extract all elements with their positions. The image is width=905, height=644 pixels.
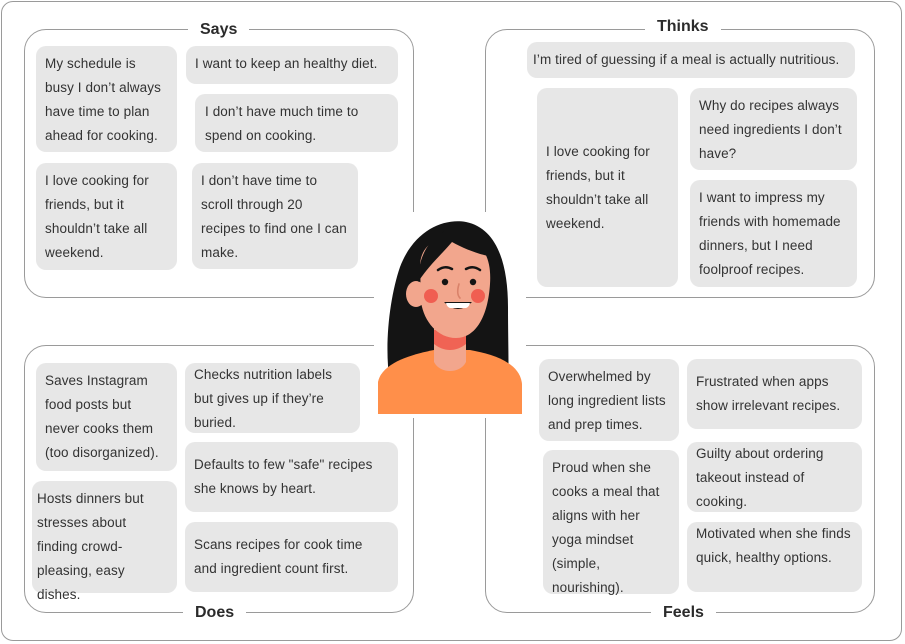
feels-note: Guilty about ordering takeout instead of cooking.: [687, 442, 862, 512]
teeth: [446, 303, 470, 308]
thinks-note: I’m tired of guessing if a meal is actually nutritious.: [527, 42, 855, 78]
cheek-right: [471, 289, 485, 303]
feels-note: Motivated when she finds quick, healthy options.: [687, 522, 862, 592]
eye-right: [470, 279, 476, 285]
cheek-left: [424, 289, 438, 303]
does-note: Hosts dinners but stresses about finding crowd-pleasing, easy dishes.: [32, 481, 177, 593]
eye-left: [442, 279, 448, 285]
says-note: I love cooking for friends, but it shouldn’t take all weekend.: [36, 163, 177, 270]
thinks-note: I love cooking for friends, but it shouldn’t take all weekend.: [537, 88, 678, 287]
thinks-title: Thinks: [645, 17, 721, 37]
does-note: Defaults to few "safe" recipes she knows by heart.: [185, 442, 398, 512]
persona-avatar: [374, 212, 526, 418]
thinks-note: Why do recipes always need ingredients I don’t have?: [690, 88, 857, 170]
feels-note: Frustrated when apps show irrelevant recipes.: [687, 359, 862, 429]
says-note: I don’t have much time to spend on cooking.: [195, 94, 398, 152]
says-note: My schedule is busy I don’t always have time to plan ahead for cooking.: [36, 46, 177, 152]
does-title: Does: [183, 603, 246, 623]
does-note: Saves Instagram food posts but never cooks them (too disorganized).: [36, 363, 177, 471]
does-note: Scans recipes for cook time and ingredient count first.: [185, 522, 398, 592]
feels-title: Feels: [651, 603, 716, 623]
feels-note: Overwhelmed by long ingredient lists and prep times.: [539, 359, 679, 441]
says-note: I don’t have time to scroll through 20 recipes to find one I can make.: [192, 163, 358, 269]
thinks-note: I want to impress my friends with homemade dinners, but I need foolproof recipes.: [690, 180, 857, 287]
says-title: Says: [188, 20, 249, 40]
does-note: Checks nutrition labels but gives up if they’re buried.: [185, 363, 360, 433]
says-note: I want to keep an healthy diet.: [186, 46, 398, 84]
feels-note: Proud when she cooks a meal that aligns with her yoga mindset (simple, nourishing).: [543, 450, 679, 594]
